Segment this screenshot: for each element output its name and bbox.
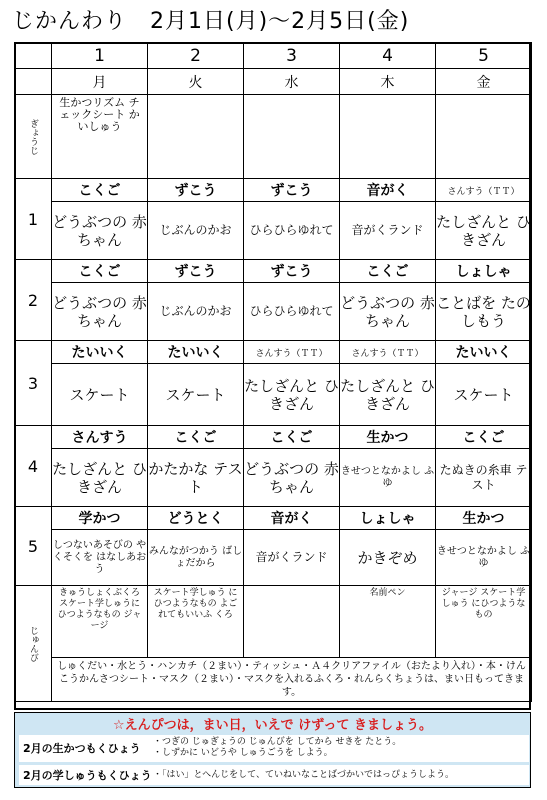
subject-cell: こくご <box>52 260 148 283</box>
subject-cell: さんすう（ＴＴ） <box>436 179 532 202</box>
life-goal-row <box>19 735 529 762</box>
life-goal-line: ・つぎの じゅぎょうの じゅんびを してから せきを たとう。 <box>153 737 402 747</box>
period-label: 2 <box>15 260 52 341</box>
subject-cell: たいいく <box>436 341 532 364</box>
life-goal-line: ・しずかに いどうや しゅうごうを しよう。 <box>153 748 333 758</box>
day-number: 1 <box>52 43 148 69</box>
period-label: 4 <box>15 426 52 507</box>
content-cell: どうぶつの 赤ちゃん <box>340 283 436 341</box>
weekday: 火 <box>148 69 244 95</box>
weekday: 水 <box>244 69 340 95</box>
subject-cell: しょしゃ <box>340 507 436 530</box>
study-goal-title: 2月の学しゅうもくひょう <box>23 769 152 782</box>
belongings-cell: ジャージ スケート学しゅう にひつようなもの <box>436 586 532 658</box>
content-cell: どうぶつの 赤ちゃん <box>52 202 148 260</box>
content-cell: きせつとなかよし ふゆ <box>340 449 436 507</box>
life-goal-text <box>153 735 401 762</box>
subject-cell: さんすう（ＴＴ） <box>244 341 340 364</box>
period-label: 5 <box>15 507 52 586</box>
subject-cell: ずこう <box>244 260 340 283</box>
subject-cell: こくご <box>436 426 532 449</box>
period-label: 3 <box>15 341 52 426</box>
subject-cell: たいいく <box>148 341 244 364</box>
period-label: 1 <box>15 179 52 260</box>
table-frame <box>14 42 531 710</box>
content-cell: みんながつかう ばしょだから <box>148 530 244 586</box>
content-cell: かたかな テスト <box>148 449 244 507</box>
content-cell: ことばを たのしもう <box>436 283 532 341</box>
content-cell: どうぶつの 赤ちゃん <box>244 449 340 507</box>
day-number: 4 <box>340 43 436 69</box>
content-cell: スケート <box>148 364 244 426</box>
weekday: 月 <box>52 69 148 95</box>
content-cell: ひらひらゆれて <box>244 202 340 260</box>
content-cell: たしざんと ひきざん <box>52 449 148 507</box>
content-cell: スケート <box>436 364 532 426</box>
subject-cell: ずこう <box>148 179 244 202</box>
subject-cell: ずこう <box>244 179 340 202</box>
events-label: ぎょうじ <box>15 95 52 179</box>
content-cell: ひらひらゆれて <box>244 283 340 341</box>
belongings-cell: 名前ペン <box>340 586 436 658</box>
content-cell: たしざんと ひきざん <box>436 202 532 260</box>
content-cell: たぬきの糸車 テスト <box>436 449 532 507</box>
belongings-cell: スケート学しゅう にひつようなもの よごれてもいいふ くろ <box>148 586 244 658</box>
subject-cell: こくご <box>148 426 244 449</box>
subject-cell: 音がく <box>340 179 436 202</box>
content-cell: たしざんと ひきざん <box>244 364 340 426</box>
content-cell: じぶんのかお <box>148 283 244 341</box>
study-goal-row <box>19 765 529 785</box>
content-cell: どうぶつの 赤ちゃん <box>52 283 148 341</box>
subject-cell: 音がく <box>244 507 340 530</box>
daily-items-note: しゅくだい・水とう・ハンカチ（２まい）・ティッシュ・Ａ４クリアファイル（おたより入れ）・本・けんこうかんさつシート・マスク（２まい）・マスクを入れるふくろ・れんらくちょうは、まい日もってきます。 <box>52 658 532 702</box>
goals-box <box>14 712 531 788</box>
subject-cell: 学かつ <box>52 507 148 530</box>
study-goal-text: ・「はい」とへんじをして、ていねいなことばづかいではっぴょうしよう。 <box>153 769 454 780</box>
pencil-reminder: ☆えんぴつは，まい日，いえで けずって きましょう。 <box>113 718 432 733</box>
subject-cell: こくご <box>52 179 148 202</box>
belongings-label: じゅんび <box>15 586 52 702</box>
content-cell: しつないあそびの やくそくを はなしあおう <box>52 530 148 586</box>
subject-cell: さんすう <box>52 426 148 449</box>
subject-cell: しょしゃ <box>436 260 532 283</box>
subject-cell: こくご <box>244 426 340 449</box>
subject-cell: こくご <box>340 260 436 283</box>
subject-cell: さんすう（ＴＴ） <box>340 341 436 364</box>
content-cell: たしざんと ひきざん <box>340 364 436 426</box>
subject-cell: 生かつ <box>436 507 532 530</box>
subject-cell: どうとく <box>148 507 244 530</box>
belongings-cell: きゅうしょくぶくろ スケート学しゅうに ひつようなもの ジャージ <box>52 586 148 658</box>
page-title: じかんわり 2月1日(月)～2月5日(金) <box>12 9 410 34</box>
content-cell: かきぞめ <box>340 530 436 586</box>
subject-cell: たいいく <box>52 341 148 364</box>
subject-cell: ずこう <box>148 260 244 283</box>
weekday: 木 <box>340 69 436 95</box>
weekday: 金 <box>436 69 532 95</box>
life-goal-title: 2月の生かつもくひょう <box>23 742 141 755</box>
event-cell: 生かつリズム チェックシート かいしゅう <box>52 95 148 179</box>
day-number: 2 <box>148 43 244 69</box>
subject-cell: 生かつ <box>340 426 436 449</box>
day-number: 3 <box>244 43 340 69</box>
content-cell: スケート <box>52 364 148 426</box>
content-cell: 音がくランド <box>244 530 340 586</box>
content-cell: 音がくランド <box>340 202 436 260</box>
content-cell: きせつとなかよし ふゆ <box>436 530 532 586</box>
content-cell: じぶんのかお <box>148 202 244 260</box>
day-number: 5 <box>436 43 532 69</box>
